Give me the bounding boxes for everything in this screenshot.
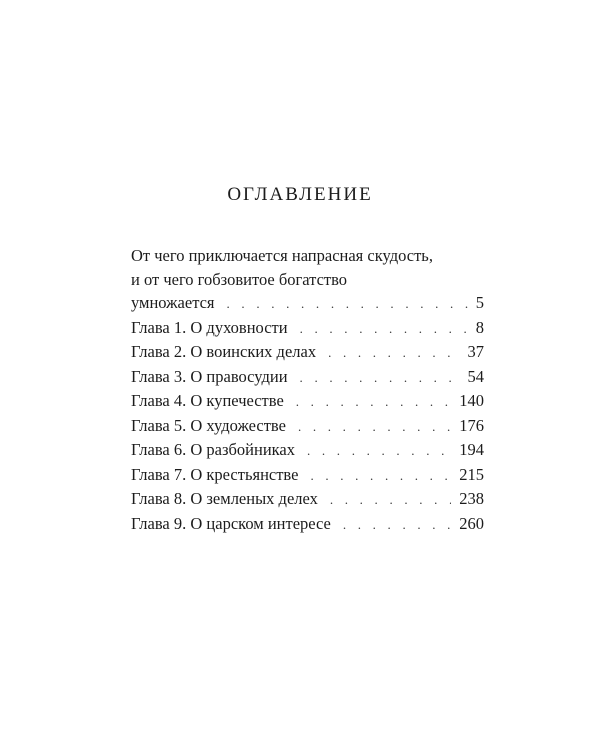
dot-leader <box>328 341 459 365</box>
dot-leader <box>343 513 451 537</box>
dot-leader <box>330 488 451 512</box>
dot-leader <box>300 317 468 341</box>
dot-leader <box>227 292 468 316</box>
toc-entry-chapter-1 <box>131 316 484 341</box>
toc-entry-chapter-3 <box>131 365 484 390</box>
toc-page-number: 5 <box>475 293 484 312</box>
page-title: оглавление <box>227 176 373 206</box>
toc-page-number: 194 <box>459 440 484 459</box>
toc-page-number: 140 <box>459 391 484 410</box>
toc-entry-chapter-5 <box>131 414 484 439</box>
dot-leader <box>307 439 451 463</box>
toc-entry-label: Глава 3. О правосудии <box>131 366 288 386</box>
dot-leader <box>300 366 460 390</box>
toc-entry-chapter-7 <box>131 463 484 488</box>
toc-entry-label: Глава 5. О художестве <box>131 415 286 435</box>
toc-entry-label: Глава 6. О разбойниках <box>131 440 295 459</box>
toc-page-number: 8 <box>475 317 484 337</box>
toc-entry-label: Глава 8. О земленых делех <box>131 489 318 508</box>
toc-page-number: 260 <box>459 513 484 533</box>
toc-entry-chapter-6 <box>131 438 484 463</box>
toc-preface-line: и от чего гобзовитое богатство <box>131 269 348 289</box>
toc-page-number: 37 <box>467 342 484 361</box>
toc-page-number: 176 <box>459 415 484 435</box>
toc-page-number: 54 <box>467 366 484 386</box>
toc-entry-label: умножается <box>131 293 215 312</box>
dot-leader <box>296 390 451 414</box>
toc-page-number: 215 <box>459 464 484 484</box>
table-of-contents <box>131 244 484 536</box>
toc-entry-chapter-2 <box>131 340 484 365</box>
toc-entry-label: Глава 7. О крестьянстве <box>131 464 299 484</box>
toc-entry-label: Глава 1. О духовности <box>131 317 288 337</box>
dot-leader <box>310 464 451 488</box>
toc-entry-preface <box>131 291 484 316</box>
dot-leader <box>298 415 451 439</box>
toc-entry-chapter-8 <box>131 487 484 512</box>
toc-entry-label: Глава 2. О воинских делах <box>131 342 317 361</box>
toc-entry-chapter-4 <box>131 389 484 414</box>
toc-preface-line: От чего приключается напрасная скудость, <box>131 246 433 265</box>
toc-page-number: 238 <box>459 489 484 508</box>
toc-entry-label: Глава 4. О купечестве <box>131 391 284 410</box>
toc-entry-chapter-9 <box>131 512 484 537</box>
toc-entry-label: Глава 9. О царском интересе <box>131 513 331 533</box>
